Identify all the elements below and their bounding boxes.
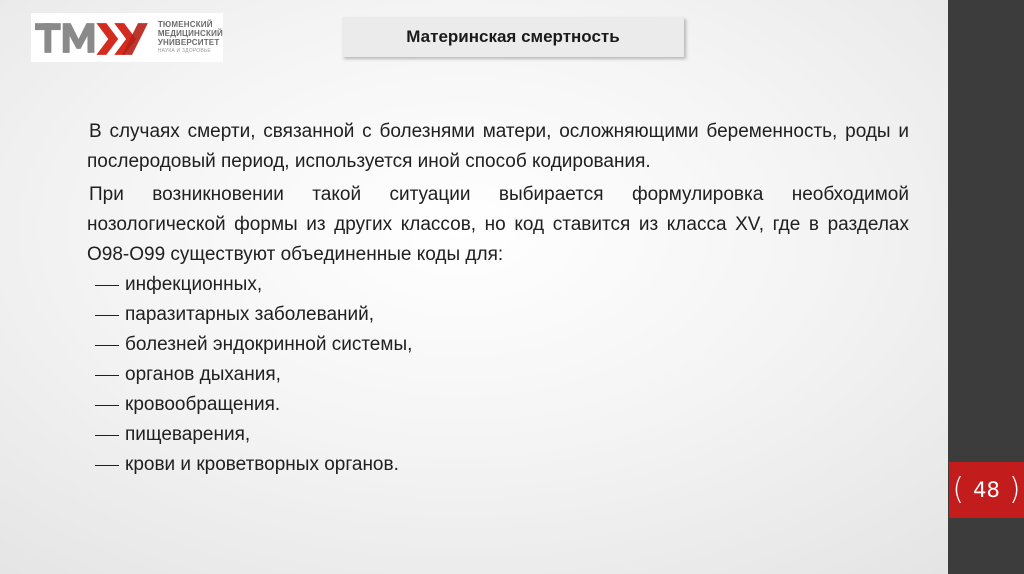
- list-item-text: паразитарных заболеваний,: [125, 304, 375, 325]
- list-item: [95, 330, 909, 360]
- slide-content: [87, 117, 909, 480]
- list-item-text: крови и кроветворных органов.: [125, 454, 399, 475]
- page-number-box: [949, 462, 1024, 518]
- title-box: [342, 17, 684, 57]
- list-item-text: болезней эндокринной системы,: [125, 334, 413, 355]
- university-logo: [31, 13, 223, 62]
- page-number: 48: [973, 478, 1000, 502]
- bracket-open: (: [952, 472, 965, 507]
- dash-icon: [95, 405, 119, 406]
- list-item: [95, 420, 909, 450]
- list-item: [95, 450, 909, 480]
- dash-icon: [95, 345, 119, 346]
- dash-icon: [95, 315, 119, 316]
- logo-tagline: НАУКА И ЗДОРОВЬЕ: [157, 48, 211, 54]
- list-item: [95, 360, 909, 390]
- paragraph-2: При возникновении такой ситуации выбирается формулировка необходимой нозологической формы из других классов, но код ставится из класса XV, где в разделах O98-O99 существуют объединенные коды для:: [87, 184, 909, 265]
- list-item-text: инфекционных,: [125, 274, 263, 295]
- dash-icon: [95, 465, 119, 466]
- list-item: [95, 270, 909, 300]
- list-item-text: органов дыхания,: [125, 364, 281, 385]
- list-item-text: кровообращения.: [125, 394, 281, 415]
- bracket-close: ): [1008, 472, 1021, 507]
- list-item: [95, 390, 909, 420]
- dash-icon: [95, 435, 119, 436]
- list-item: [95, 300, 909, 330]
- logo-line-1: ТЮМЕНСКИЙ: [157, 20, 213, 29]
- dash-icon: [95, 285, 119, 286]
- code-list: [95, 270, 909, 480]
- logo-text: [158, 20, 223, 55]
- logo-line-3: УНИВЕРСИТЕТ: [157, 38, 220, 47]
- tmu-logo-icon: [35, 19, 156, 57]
- logo-line-2: МЕДИЦИНСКИЙ: [157, 29, 223, 38]
- dash-icon: [95, 375, 119, 376]
- list-item-text: пищеварения,: [125, 424, 251, 445]
- paragraph-1: В случаях смерти, связанной с болезнями матери, осложняющими беременность, роды и послеродовый период, используется иной способ кодирования.: [87, 121, 909, 172]
- slide-title: Материнская смертность: [406, 27, 620, 46]
